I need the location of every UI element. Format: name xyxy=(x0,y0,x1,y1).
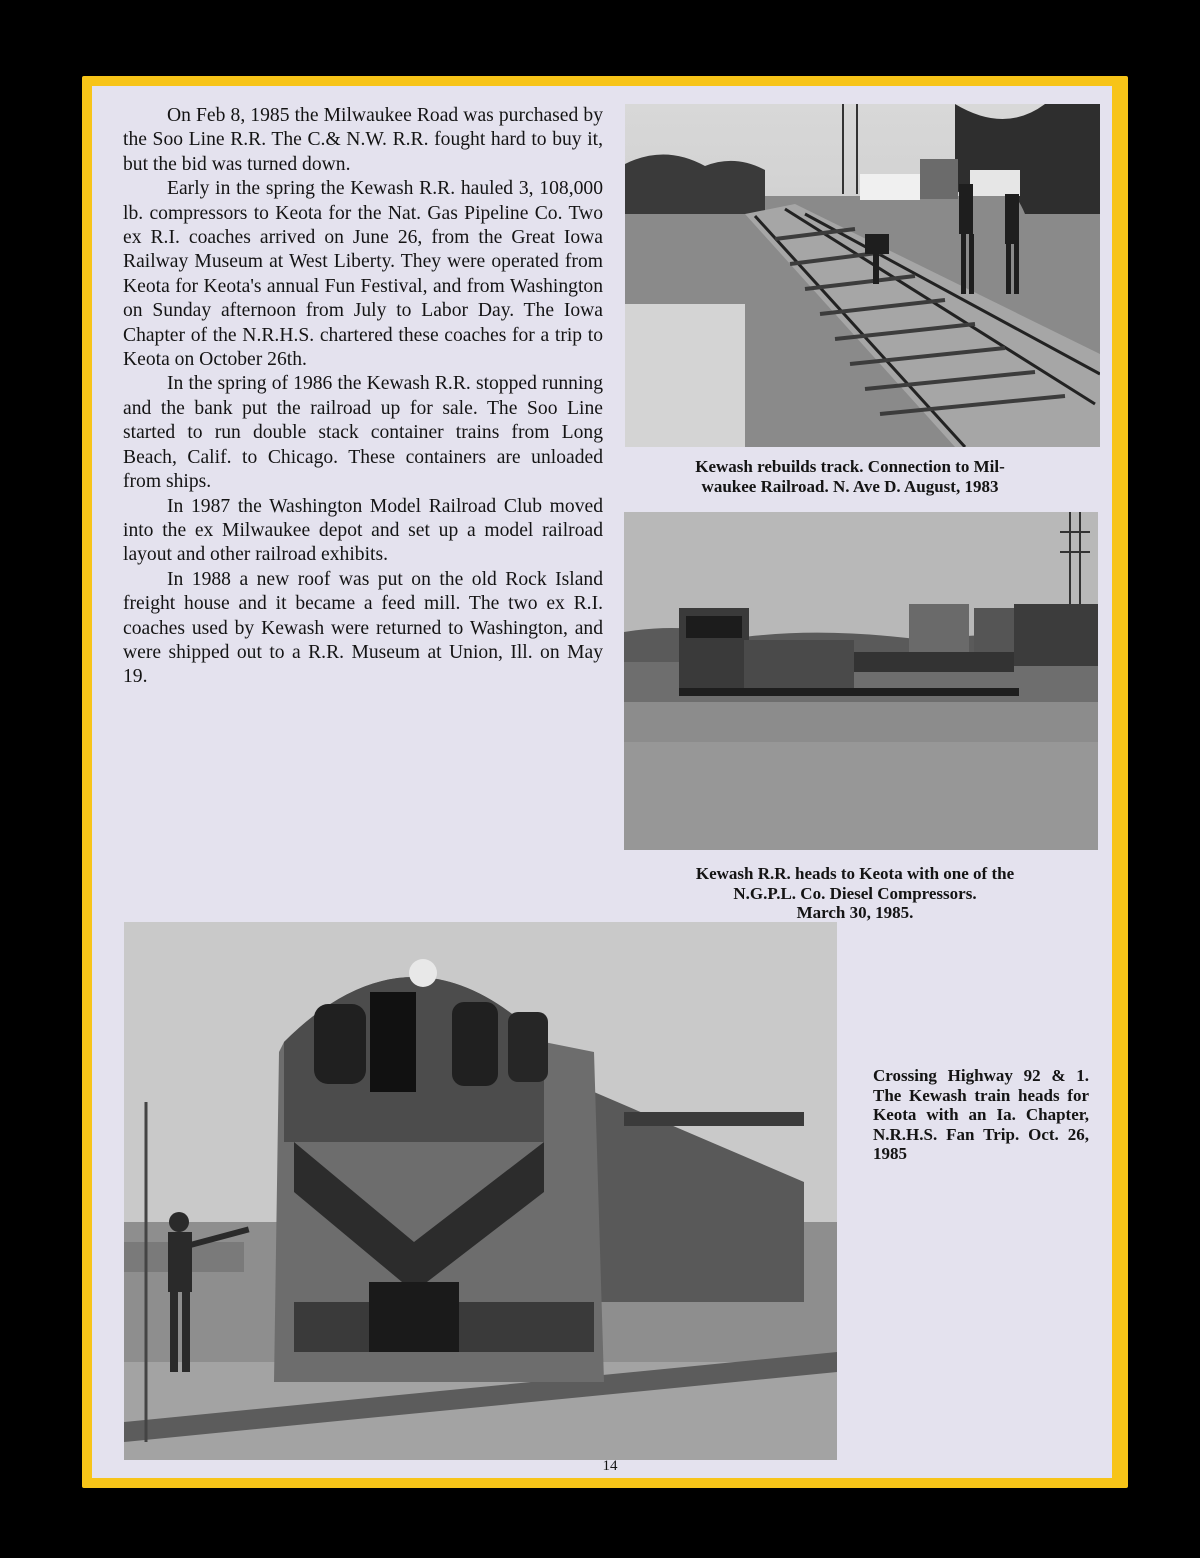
paragraph-3: In the spring of 1986 the Kewash R.R. stopped running and the bank put the railroad up for sale. The Soo Line started to run double stack container trains from Long Beach, Calif. to Chicago. These containers are unloaded from ships. xyxy=(123,373,603,493)
compressor-train-photo xyxy=(624,512,1098,850)
caption-line: Kewash R.R. heads to Keota with one of the xyxy=(695,864,1015,883)
track-photo-caption xyxy=(625,457,1075,496)
highway-crossing-photo xyxy=(124,922,837,1460)
paragraph-1: On Feb 8, 1985 the Milwaukee Road was purchased by the Soo Line R.R. The C.& N.W. R.R. fought hard to buy it, but the bid was turned down. xyxy=(123,105,603,175)
page-number: 14 xyxy=(602,1458,618,1474)
caption-line: N.G.P.L. Co. Diesel Compressors. xyxy=(733,883,977,903)
track-rebuild-photo xyxy=(625,104,1100,447)
paragraph-2: Early in the spring the Kewash R.R. hauled 3, 108,000 lb. compressors to Keota for the Nat. Gas Pipeline Co. Two ex R.I. coaches arrived on June 26, from the Great Iowa Railway Museum at West Liberty. They were operated from Keota for Keota's annual Fun Festival, and from Washington on Sunday afternoon from July to Labor Day. The Iowa Chapter of the N.R.H.S. chartered these coaches for a trip to Keota on October 26th. xyxy=(123,178,603,371)
caption-line: waukee Railroad. N. Ave D. August, 1983 xyxy=(701,476,999,496)
caption-line: March 30, 1985. xyxy=(796,903,914,922)
caption-line: Kewash rebuilds track. Connection to Mil- xyxy=(695,457,1005,476)
paragraph-5: In 1988 a new roof was put on the old Rock Island freight house and it became a feed mill. The two ex R.I. coaches used by Kewash were returned to Washington, and were shipped out to a R.R. Museum at Union, Ill. on May 19. xyxy=(123,568,603,688)
article-body xyxy=(123,104,603,690)
compressor-photo-caption xyxy=(630,864,1080,923)
crossing-photo-caption: Crossing Highway 92 & 1. The Kewash train heads for Keota with an Ia. Chapter, N.R.H.S. Fan Trip. Oct. 26, 1985 xyxy=(873,1066,1089,1163)
paragraph-4: In 1987 the Washington Model Railroad Club moved into the ex Milwaukee depot and set up a model railroad layout and other railroad exhibits. xyxy=(123,495,603,566)
